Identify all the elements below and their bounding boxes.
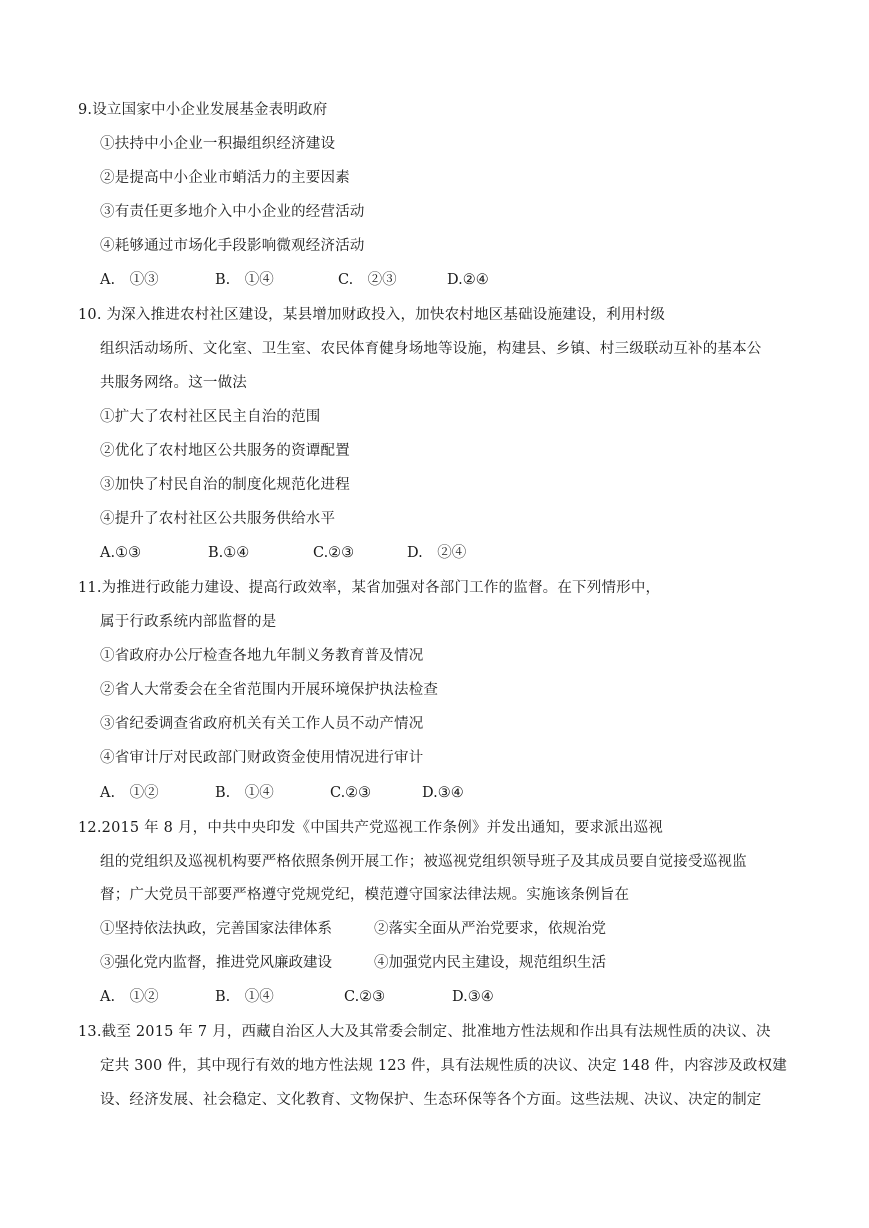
question-11-choice-3: ③省纪委调查省政府机关有关工作人员不动产情况 [100,716,424,732]
question-10-option-c: C.②③ [313,545,355,561]
question-9-option-d: D.②④ [447,272,489,288]
question-10-option-d: D. ②④ [407,545,467,561]
question-12-choice-3: ③强化党内监督，推进党风廉政建设 [100,955,332,971]
question-10-choice-4: ④提升了农村社区公共服务供给水平 [100,511,336,527]
question-10-stem-cont-1: 组织活动场所、文化室、卫生室、农民体育健身场地等设施，构建县、乡镇、村三级联动互补的基本公 [100,341,762,357]
question-10-choice-1: ①扩大了农村社区民主自治的范围 [100,409,321,425]
question-9-choice-2: ②是提高中小企业市蛸活力的主要因素 [100,170,350,186]
question-12-option-b: B. ①④ [215,989,274,1005]
question-11-stem-cont-1: 属于行政系统内部监督的是 [100,614,277,630]
question-10-choice-3: ③加快了村民自治的制度化规范化进程 [100,477,350,493]
question-12-stem-cont-1: 组的党组织及巡视机构要严格依照条例开展工作；被巡视党组织领导班子及其成员要自觉接受巡视监 [100,854,747,870]
question-11-option-b: B. ①④ [215,785,274,801]
question-9-stem: 9.设立国家中小企业发展基金表明政府 [78,102,328,118]
question-9-choice-3: ③有责任更多地介入中小企业的经营活动 [100,204,365,220]
question-9-choice-4: ④耗够通过市场化手段影响微观经济活动 [100,238,365,254]
question-10-option-a: A.①③ [100,545,142,561]
question-9-option-c: C. ②③ [338,272,397,288]
question-11-choice-2: ②省人大常委会在全省范围内开展环境保护执法检查 [100,682,439,698]
question-12-option-d: D.③④ [452,989,494,1005]
question-13-stem-cont-1: 定共 300 件，其中现行有效的地方性法规 123 件，具有法规性质的决议、决定 148 件，内容涉及政权建 [100,1058,787,1074]
question-12-choice-2: ②落实全面从严治党要求，依规治党 [374,921,606,937]
question-13-stem: 13.截至 2015 年 7 月，西藏自治区人大及其常委会制定、批准地方性法规和作出具有法规性质的决议、决 [78,1024,771,1040]
question-9-choice-1: ①扶持中小企业一积撮组织经济建设 [100,136,336,152]
question-9-option-a: A. ①③ [100,272,159,288]
question-11-option-c: C.②③ [330,785,372,801]
question-12-option-a: A. ①② [100,989,159,1005]
question-11-choice-1: ①省政府办公厅检查各地九年制义务教育普及情况 [100,648,424,664]
question-11-stem: 11.为推进行政能力建设、提高行政效率，某省加强对各部门工作的监督。在下列情形中， [78,580,661,596]
question-10-option-b: B.①④ [208,545,250,561]
question-11-choice-4: ④省审计厅对民政部门财政资金使用情况进行审计 [100,750,424,766]
question-12-option-c: C.②③ [344,989,386,1005]
question-11-option-a: A. ①② [100,785,159,801]
question-12-choice-4: ④加强党内民主建设，规范组织生活 [374,955,606,971]
question-12-stem: 12.2015 年 8 月，中共中央印发《中国共产党巡视工作条例》并发出通知，要求派出巡视 [78,820,664,836]
question-13-stem-cont-2: 设、经济发展、社会稳定、文化教育、文物保护、生态环保等各个方面。这些法规、决议、决定的制定 [100,1092,762,1108]
question-10-stem: 10. 为深入推进农村社区建设，某县增加财政投入，加快农村地区基础设施建设，利用村级 [78,307,666,323]
question-10-choice-2: ②优化了农村地区公共服务的资谭配置 [100,443,350,459]
question-10-stem-cont-2: 共服务网络。这一做法 [100,375,247,391]
question-12-stem-cont-2: 督；广大党员干部要严格遵守党规党纪，模范遵守国家法律法规。实施该条例旨在 [100,887,630,903]
question-9-option-b: B. ①④ [215,272,274,288]
question-11-option-d: D.③④ [422,785,464,801]
question-12-choice-1: ①坚持依法执政，完善国家法律体系 [100,921,332,937]
